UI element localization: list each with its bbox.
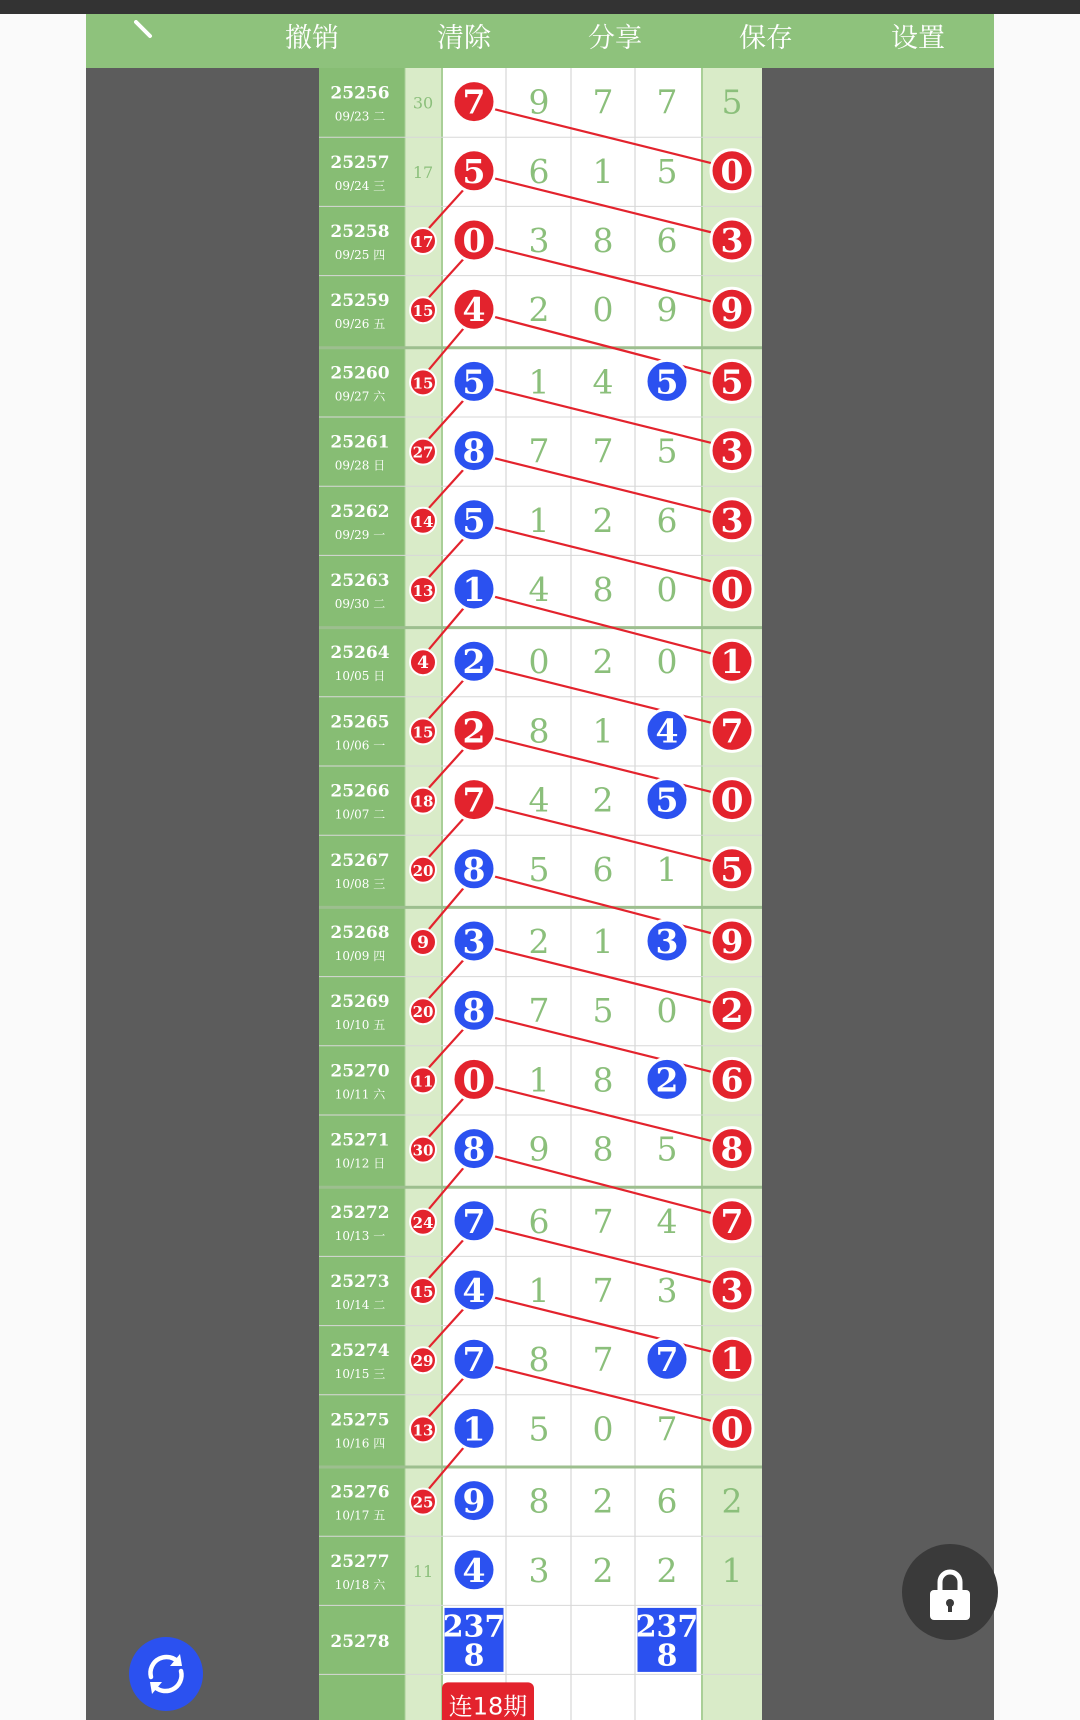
issue-number: 25259 xyxy=(330,291,390,312)
digit-value: 5 xyxy=(655,362,679,402)
digit-value: 8 xyxy=(592,1060,614,1100)
gap-value: 20 xyxy=(412,861,434,880)
chart-area xyxy=(86,68,994,1720)
lock-button[interactable] xyxy=(902,1544,998,1640)
issue-date: 09/23 二 xyxy=(334,109,386,124)
digit-value: 8 xyxy=(592,1129,614,1169)
undo-button[interactable]: 撤销 xyxy=(285,23,339,54)
gap-value: 11 xyxy=(412,1072,434,1091)
save-button[interactable]: 保存 xyxy=(739,23,793,54)
digit-value: 8 xyxy=(462,991,486,1031)
digit-value: 4 xyxy=(462,1550,486,1590)
issue-number: 25276 xyxy=(330,1482,390,1503)
last-value: 3 xyxy=(720,1271,744,1310)
last-value: 0 xyxy=(720,151,744,191)
digit-value: 4 xyxy=(656,1201,678,1241)
digit-value: 5 xyxy=(462,151,486,191)
predict-box-2-top: 237 xyxy=(635,1609,699,1645)
issue-date: 10/07 二 xyxy=(334,807,386,822)
issue-number: 25266 xyxy=(330,781,390,802)
digit-value: 0 xyxy=(462,221,486,260)
refresh-icon xyxy=(129,1637,203,1711)
issue-date: 10/14 二 xyxy=(334,1298,386,1312)
digit-value: 7 xyxy=(592,1201,614,1241)
predict-box-1-bottom: 8 xyxy=(463,1638,485,1674)
last-value: 1 xyxy=(721,1550,743,1590)
issue-number: 25260 xyxy=(330,363,390,384)
gap-value: 9 xyxy=(417,933,429,953)
gap-value: 20 xyxy=(412,1003,434,1022)
last-value: 8 xyxy=(720,1129,744,1169)
issue-date: 10/13 一 xyxy=(334,1228,386,1243)
issue-number: 25264 xyxy=(330,643,390,664)
digit-value: 8 xyxy=(592,570,614,609)
digit-value: 0 xyxy=(656,991,678,1031)
digit-value: 1 xyxy=(592,922,614,961)
digit-value: 2 xyxy=(528,922,550,961)
issue-date: 10/05 日 xyxy=(334,669,386,684)
issue-date: 10/12 日 xyxy=(334,1156,386,1171)
last-value: 5 xyxy=(720,849,744,889)
digit-value: 7 xyxy=(592,1340,614,1380)
gap-value: 18 xyxy=(412,792,434,811)
issue-number: 25272 xyxy=(330,1202,390,1223)
digit-value: 8 xyxy=(462,431,486,471)
gap-value: 17 xyxy=(412,233,434,251)
digit-value: 3 xyxy=(528,221,550,260)
digit-value: 8 xyxy=(528,711,550,751)
gap-value: 13 xyxy=(412,1421,434,1440)
gap-value: 11 xyxy=(412,1561,434,1581)
digit-value: 3 xyxy=(528,1550,550,1590)
digit-value: 5 xyxy=(655,780,679,820)
issue-date: 09/28 日 xyxy=(334,458,386,473)
digit-value: 5 xyxy=(528,1409,550,1449)
digit-value: 3 xyxy=(656,1271,678,1310)
digit-value: 7 xyxy=(592,82,614,122)
digit-value: 4 xyxy=(655,711,679,751)
last-value: 0 xyxy=(720,570,744,609)
digit-value: 8 xyxy=(592,221,614,260)
issue-number: 25265 xyxy=(330,712,390,733)
last-value: 1 xyxy=(720,1340,744,1380)
digit-value: 1 xyxy=(528,362,550,402)
last-value: 7 xyxy=(720,1201,744,1241)
issue-number: 25274 xyxy=(330,1341,390,1362)
gap-value: 27 xyxy=(412,443,434,462)
streak-label: 连18期 xyxy=(448,1692,528,1720)
digit-value: 9 xyxy=(528,1129,550,1169)
digit-value: 6 xyxy=(528,151,550,191)
gap-value: 24 xyxy=(412,1213,434,1232)
last-value: 3 xyxy=(720,431,744,471)
digit-value: 1 xyxy=(592,151,614,191)
digit-value: 2 xyxy=(592,1481,614,1521)
digit-value: 1 xyxy=(656,849,678,889)
digit-value: 7 xyxy=(655,1340,679,1380)
digit-value: 1 xyxy=(462,570,486,609)
digit-value: 2 xyxy=(528,290,550,330)
last-value: 5 xyxy=(720,362,744,402)
digit-value: 6 xyxy=(656,500,678,540)
issue-date: 09/25 四 xyxy=(334,248,386,262)
predict-box-2-bottom: 8 xyxy=(656,1638,678,1674)
digit-value: 7 xyxy=(528,991,550,1031)
digit-value: 7 xyxy=(528,431,550,471)
issue-date: 10/09 四 xyxy=(334,949,386,963)
predict-box-1-top: 237 xyxy=(442,1609,506,1645)
settings-button[interactable]: 设置 xyxy=(891,23,945,54)
issue-date: 09/29 一 xyxy=(334,527,386,542)
digit-value: 3 xyxy=(462,922,486,961)
digit-value: 7 xyxy=(656,82,678,122)
back-arrow-icon[interactable] xyxy=(134,20,156,42)
digit-value: 8 xyxy=(528,1481,550,1521)
issue-date: 09/27 六 xyxy=(334,389,386,404)
issue-number: 25268 xyxy=(330,923,390,943)
issue-column-bg xyxy=(319,68,405,1720)
digit-value: 3 xyxy=(655,922,679,961)
digit-value: 8 xyxy=(462,849,486,889)
digit-value: 9 xyxy=(656,290,678,330)
gap-value: 30 xyxy=(412,93,434,113)
issue-number: 25271 xyxy=(330,1130,390,1151)
issue-date: 09/30 二 xyxy=(334,597,386,611)
gap-value: 15 xyxy=(412,723,434,742)
digit-value: 7 xyxy=(462,1340,486,1380)
issue-number: 25267 xyxy=(330,850,390,871)
last-value: 9 xyxy=(720,290,744,330)
digit-value: 2 xyxy=(592,500,614,540)
last-value: 0 xyxy=(720,1409,744,1449)
digit-value: 1 xyxy=(528,1271,550,1310)
gap-value: 29 xyxy=(412,1352,434,1371)
digit-value: 1 xyxy=(462,1409,486,1449)
issue-number: 25256 xyxy=(330,83,390,104)
digit-value: 2 xyxy=(655,1060,679,1100)
digit-value: 1 xyxy=(528,500,550,540)
digit-value: 5 xyxy=(462,362,486,402)
digit-value: 5 xyxy=(656,1129,678,1169)
issue-date: 10/11 六 xyxy=(334,1087,386,1102)
issue-number: 25273 xyxy=(330,1272,390,1292)
gap-value: 17 xyxy=(412,162,434,182)
gap-value: 15 xyxy=(412,374,434,393)
issue-number: 25270 xyxy=(330,1061,390,1082)
digit-value: 4 xyxy=(462,1271,486,1310)
digit-value: 0 xyxy=(656,642,678,682)
digit-value: 2 xyxy=(656,1550,678,1590)
issue-number: 25261 xyxy=(330,432,390,453)
last-value: 6 xyxy=(720,1060,744,1100)
last-value: 3 xyxy=(720,221,744,260)
issue-number: 25277 xyxy=(330,1551,390,1572)
gap-value: 13 xyxy=(412,582,434,600)
issue-date: 10/15 三 xyxy=(334,1367,386,1382)
digit-value: 6 xyxy=(656,1481,678,1521)
last-value: 9 xyxy=(720,922,744,961)
digit-value: 7 xyxy=(462,82,486,122)
digit-value: 2 xyxy=(592,1550,614,1590)
status-bar xyxy=(0,0,1080,14)
clear-button[interactable]: 清除 xyxy=(437,23,491,54)
issue-date: 10/08 三 xyxy=(334,876,386,891)
issue-number: 25263 xyxy=(330,571,390,591)
digit-value: 7 xyxy=(592,1271,614,1310)
top-toolbar xyxy=(86,14,994,68)
issue-date: 10/10 五 xyxy=(334,1018,386,1033)
trend-chart xyxy=(86,68,994,1720)
issue-number: 25262 xyxy=(330,501,390,522)
gap-value: 15 xyxy=(412,1283,434,1301)
digit-value: 7 xyxy=(462,1201,486,1241)
digit-value: 6 xyxy=(528,1201,550,1241)
digit-value: 0 xyxy=(592,290,614,330)
digit-value: 2 xyxy=(462,711,486,751)
last-value: 0 xyxy=(720,780,744,820)
digit-value: 0 xyxy=(592,1409,614,1449)
digit-value: 6 xyxy=(592,849,614,889)
digit-value: 8 xyxy=(462,1129,486,1169)
digit-value: 1 xyxy=(528,1060,550,1100)
refresh-button[interactable] xyxy=(129,1637,203,1711)
digit-value: 0 xyxy=(462,1060,486,1100)
digit-value: 4 xyxy=(528,570,550,609)
issue-number: 25275 xyxy=(330,1410,390,1431)
digit-value: 4 xyxy=(462,290,486,330)
digit-value: 0 xyxy=(656,570,678,609)
digit-value: 7 xyxy=(656,1409,678,1449)
digit-value: 5 xyxy=(528,849,550,889)
digit-value: 6 xyxy=(656,221,678,260)
issue-date: 10/17 五 xyxy=(334,1508,386,1523)
predict-issue: 25278 xyxy=(330,1631,390,1652)
digit-value: 2 xyxy=(592,642,614,682)
digit-value: 1 xyxy=(592,711,614,751)
share-button[interactable]: 分享 xyxy=(588,23,642,54)
digit-value: 5 xyxy=(462,500,486,540)
gap-value: 4 xyxy=(417,653,429,674)
digit-value: 2 xyxy=(592,780,614,820)
digit-value: 8 xyxy=(528,1340,550,1380)
digit-value: 4 xyxy=(528,780,550,820)
issue-number: 25269 xyxy=(330,992,390,1013)
issue-date: 10/18 六 xyxy=(334,1577,386,1592)
gap-value: 25 xyxy=(412,1493,434,1512)
digit-value: 7 xyxy=(592,431,614,471)
gap-value: 15 xyxy=(412,302,434,321)
digit-value: 5 xyxy=(656,151,678,191)
lock-icon xyxy=(902,1544,998,1640)
issue-date: 10/16 四 xyxy=(334,1436,386,1451)
last-value: 3 xyxy=(720,500,744,540)
digit-value: 0 xyxy=(528,642,550,682)
last-value: 2 xyxy=(720,991,744,1031)
issue-number: 25258 xyxy=(330,222,390,242)
issue-number: 25257 xyxy=(330,152,390,173)
last-value: 1 xyxy=(720,642,744,682)
last-value: 5 xyxy=(721,82,743,122)
gap-value: 14 xyxy=(412,512,434,531)
digit-value: 5 xyxy=(592,991,614,1031)
digit-value: 5 xyxy=(656,431,678,471)
digit-value: 4 xyxy=(592,362,614,402)
issue-date: 10/06 一 xyxy=(334,738,386,753)
digit-value: 9 xyxy=(528,82,550,122)
issue-date: 09/24 三 xyxy=(334,178,386,193)
digit-value: 2 xyxy=(462,642,486,682)
last-value: 7 xyxy=(720,711,744,751)
digit-value: 7 xyxy=(462,780,486,820)
digit-value: 9 xyxy=(462,1481,486,1521)
gap-value: 30 xyxy=(412,1141,434,1160)
issue-date: 09/26 五 xyxy=(334,317,386,332)
last-value: 2 xyxy=(721,1481,743,1521)
